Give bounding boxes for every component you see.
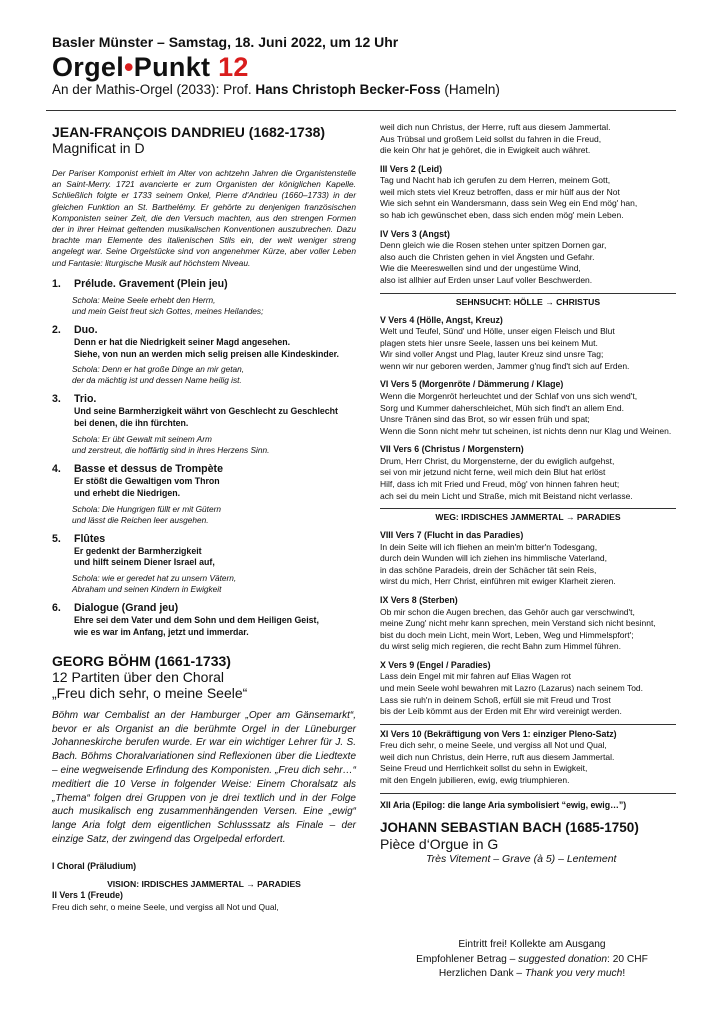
verse-heading: VIII Vers 7 (Flucht in das Paradies) bbox=[380, 530, 524, 541]
footer-line-2b: suggested donation bbox=[518, 953, 608, 965]
boehm-intro: Böhm war Cembalist an der Hamburger „Oper am Gänsemarkt“, bevor er als Organist an die berühmte Orgel in der Lüneburger Johanneskirche berufen wurde. Er war ein wichtiger Lehrer für J. S. Bach. Böhms Choralvariationen sind Reflexionen über die Liedtexte – eine wegweisende Erfindung des Komponisten. „Freu dich sehr…“ meditiert die 10 Verse in folgender Weise: Einem Choralsatz als „Thema“ folgen drei Gruppen von je drei textlich und in der Folge auch musikalisch eng zusammenhängenden Versen. Eine „ewig“ lange Aria folgt dem eigentlichen Schlusssatz als Finale – der einzige Satz, der zwingend das Orgelpedal erfordert. bbox=[52, 709, 356, 845]
verse-line: Seine Freud und Herrlichkeit sollst du sehn in Ewigkeit, bbox=[380, 763, 588, 774]
movement-title bbox=[52, 277, 356, 291]
aria-heading: XII Aria (Epilog: die lange Aria symbolisiert “ewig, ewig…”) bbox=[380, 799, 627, 810]
title-part-b: Punkt bbox=[133, 52, 219, 82]
right-column bbox=[380, 124, 676, 866]
page-header bbox=[52, 34, 692, 98]
verse-heading: V Vers 4 (Hölle, Angst, Kreuz) bbox=[380, 314, 503, 325]
movement-item bbox=[52, 601, 356, 639]
verses-group-a bbox=[380, 164, 676, 287]
schola-line: Schola: wie er geredet hat zu unsern Vätern, bbox=[72, 573, 237, 584]
verse-block bbox=[380, 660, 676, 718]
section-divider bbox=[380, 293, 676, 294]
schola-line: Schola: Meine Seele erhebt den Herrn, bbox=[72, 294, 216, 305]
verse-line: sei von mir jetzund nicht ferne, weil mich dein Blut hat erlöst bbox=[380, 467, 606, 478]
verse-line: Freu dich sehr, o meine Seele, und vergiss all Not und Qual, bbox=[380, 740, 607, 751]
composer-bach: JOHANN SEBASTIAN BACH (1685-1750) bbox=[380, 820, 639, 836]
movement-item bbox=[52, 532, 356, 596]
movement-item bbox=[52, 277, 356, 317]
organist-name: Hans Christoph Becker-Foss bbox=[255, 82, 441, 97]
verse-text bbox=[380, 542, 676, 588]
movement-text-line: und erhebt die Niedrigen. bbox=[74, 487, 181, 498]
work-partiten-line2: „Freu dich sehr, o meine Seele“ bbox=[52, 684, 248, 701]
header-divider bbox=[46, 110, 676, 111]
verse-line: wirst du mich, Herr Christ, einführen mit ewiger Klarheit zieren. bbox=[380, 576, 616, 587]
verse-line: bis der Leib kömmt aus der Erden mit Ehr wird vereinigt werden. bbox=[380, 706, 622, 717]
verse-line: Wir sind voller Angst und Plag, lauter Kreuz sind unsre Tag; bbox=[380, 349, 604, 360]
schola-line: der da mächtig ist und dessen Name heilig ist. bbox=[72, 375, 242, 386]
schola-text bbox=[52, 295, 356, 317]
movement-title bbox=[52, 392, 356, 406]
verse-block bbox=[380, 444, 676, 502]
verse-heading: IX Vers 8 (Sterben) bbox=[380, 595, 458, 606]
verse-text bbox=[380, 456, 676, 502]
verse-line: durch dein Wunden will ich ziehen ins himmlische Vaterland, bbox=[380, 553, 607, 564]
schola-line: Abraham und seinen Kindern in Ewigkeit bbox=[72, 584, 222, 595]
footer-line-2 bbox=[392, 953, 672, 968]
footer-line-3 bbox=[392, 967, 672, 982]
movement-item bbox=[52, 462, 356, 526]
verse-heading: III Vers 2 (Leid) bbox=[380, 163, 443, 174]
verse-text bbox=[380, 175, 676, 221]
movement-text-line: bei denen, die ihn fürchten. bbox=[74, 418, 189, 429]
movement-text bbox=[52, 406, 356, 430]
verse-1-continued bbox=[380, 122, 676, 157]
section-vision-heading: VISION: IRDISCHES JAMMERTAL → PARADIES bbox=[107, 879, 301, 890]
verse-line: also auch die Christen gehen in viel Ängsten und Gefahr. bbox=[380, 251, 595, 262]
verse-line: Lass dein Engel mit mir fahren auf Elias Wagen rot bbox=[380, 671, 572, 682]
verse-line: Sorg und Kummer daherschleichet, Müh sich find't an allem End. bbox=[380, 402, 624, 413]
verse-heading: VII Vers 6 (Christus / Morgenstern) bbox=[380, 444, 524, 455]
verse-line: bist du doch mein Licht, mein Wort, Leben, Weg und Himmelspfort'; bbox=[380, 629, 634, 640]
page-title bbox=[52, 52, 692, 82]
schola-text bbox=[52, 434, 356, 456]
verse-block bbox=[380, 229, 676, 287]
movement-number: 6. bbox=[52, 602, 61, 615]
verse-10 bbox=[380, 729, 676, 787]
verses-group-b bbox=[380, 315, 676, 503]
footer-line-3b: Thank you very much bbox=[524, 968, 623, 980]
section-divider bbox=[380, 508, 676, 509]
boehm-section bbox=[52, 653, 356, 914]
section-divider bbox=[380, 793, 676, 794]
movement-number: 4. bbox=[52, 463, 61, 476]
schola-line: Schola: Die Hungrigen füllt er mit Gütern bbox=[72, 503, 221, 514]
bach-tempi: Très Vitement – Grave (à 5) – Lentement bbox=[426, 853, 617, 866]
movement-text-line: und hilft seinem Diener Israel auf, bbox=[74, 557, 215, 568]
verse-text bbox=[380, 240, 676, 286]
verse-line: In dein Seite will ich fliehen an mein'm bitter'n Todesgang, bbox=[380, 541, 598, 552]
movement-number: 3. bbox=[52, 393, 61, 406]
movement-number: 1. bbox=[52, 277, 61, 290]
movement-name: Dialogue (Grand jeu) bbox=[74, 602, 179, 615]
organist-line bbox=[52, 82, 692, 98]
section-weg-heading: WEG: IRDISCHES JAMMERTAL → PARADIES bbox=[435, 512, 621, 523]
movement-title bbox=[52, 532, 356, 546]
movement-name: Basse et dessus de Trompète bbox=[74, 463, 223, 476]
event-date-line: Basler Münster – Samstag, 18. Juni 2022, um 12 Uhr bbox=[52, 34, 399, 50]
verse-line: Wie sich sehnt ein Wandersmann, dass sein Weg ein End mög' han, bbox=[380, 198, 638, 209]
verse-line: mit den Engeln jubilieren, ewig, ewig triumphieren. bbox=[380, 775, 570, 786]
movement-title bbox=[52, 323, 356, 337]
verse-text bbox=[380, 607, 676, 653]
verse-line: Welt und Teufel, Sünd' und Hölle, unser eigen Fleisch und Blut bbox=[380, 326, 615, 337]
verse-line: so hab ich gewünschet eben, dass sich enden mög' mein Leben. bbox=[380, 210, 624, 221]
verse-line: Wenn die Morgenröt herleuchtet und der Schlaf von uns sich wend't, bbox=[380, 390, 638, 401]
verse-line: also ist allhier auf Erden unser Lauf voller Beschwerden. bbox=[380, 274, 593, 285]
schola-text bbox=[52, 573, 356, 595]
verse-heading: VI Vers 5 (Morgenröte / Dämmerung / Klage) bbox=[380, 379, 564, 390]
section-sehnsucht-heading: SEHNSUCHT: HÖLLE → CHRISTUS bbox=[455, 296, 601, 307]
schola-text bbox=[52, 504, 356, 526]
verse-heading: X Vers 9 (Engel / Paradies) bbox=[380, 659, 491, 670]
movement-text-line: Siehe, von nun an werden mich selig preisen alle Kindeskinder. bbox=[74, 348, 339, 359]
verse-line: meine Zung' nicht mehr kann sprechen, mein Verstand sich nicht besinnt, bbox=[380, 618, 656, 629]
verse-text bbox=[380, 326, 676, 372]
footer-line-2c: : 20 CHF bbox=[607, 953, 648, 965]
verse-line: Lass sie ruh'n in deinem Schoß, erfüll sie mit Freud und Trost bbox=[380, 694, 611, 705]
verse-line: Aus Trübsal und großem Leid sollst du fahren in die Freud, bbox=[380, 133, 602, 144]
dandrieu-intro: Der Pariser Komponist erhielt im Alter von achtzehn Jahren die Organistenstelle an Saint-Merry. 1721 avancierte er zum Organisten der königlichen Kapelle. Schließlich folgte er 1733 seinem Onkel, Pierre d'Andrieu (1660–1733) in der gleichen Funktion an St. Barthelémy. Er gehörte zu denjenigen französischen Komponisten seiner Zeit, die den Versuch machten, aus den strengen Formen der in ihrer Heimat geltenden musikalischen Konventionen auszubrechen. Dazu brachte man Elemente des italienischen Stils ein, der weit weniger streng angelegt war. Seine Orgelstücke sind von angenehmer Kürze, aber voller Leben und Fantasie: liturgische Musik auf höchstem Niveau. bbox=[52, 168, 356, 268]
composer-boehm: GEORG BÖHM (1661-1733) bbox=[52, 652, 231, 669]
footer-line-3a: Herzlichen Dank – bbox=[438, 968, 525, 980]
organist-city: (Hameln) bbox=[440, 82, 500, 97]
movement-text bbox=[52, 476, 356, 500]
verse-line: wenn wir nur geboren werden, Jammer g'nug find't sich auf Erden. bbox=[380, 360, 630, 371]
verse-block bbox=[380, 164, 676, 222]
verse-line: Drum, Herr Christ, du Morgensterne, der du ewiglich aufgehst, bbox=[380, 455, 615, 466]
verse-block bbox=[380, 315, 676, 373]
verse-block bbox=[380, 595, 676, 653]
movement-item bbox=[52, 323, 356, 387]
schola-line: Schola: Denn er hat große Dinge an mir getan, bbox=[72, 364, 245, 375]
work-partiten-line1: 12 Partiten über den Choral bbox=[52, 668, 224, 685]
title-dot: • bbox=[124, 52, 134, 82]
schola-text bbox=[52, 364, 356, 386]
movement-name: Duo. bbox=[74, 323, 98, 336]
movement-list bbox=[52, 277, 356, 639]
verse-line: Hilf, dass ich mit Fried und Freud, mög' von hinnen fahren heut; bbox=[380, 478, 620, 489]
verses-group-c bbox=[380, 530, 676, 718]
verse-line: Ob mir schon die Augen brechen, das Gehör auch gar verschwind't, bbox=[380, 606, 635, 617]
footer-line-3c: ! bbox=[622, 968, 626, 980]
verse-line: weil mich stets viel Kreuz betroffen, dass er mir hülf aus der Not bbox=[380, 186, 620, 197]
verse-line: du wirst selig mich regieren, die recht Bahn zum Himmel führen. bbox=[380, 641, 621, 652]
section-divider bbox=[380, 724, 676, 725]
footer-line-1: Eintritt frei! Kollekte am Ausgang bbox=[458, 939, 606, 950]
verse-text bbox=[380, 391, 676, 437]
verse-line: weil dich nun Christus, dein Herre, ruft aus diesem Jammertal. bbox=[380, 751, 615, 762]
choral-heading: I Choral (Präludium) bbox=[52, 860, 137, 871]
movement-text-line: Und seine Barmherzigkeit währt von Geschlecht zu Geschlecht bbox=[74, 406, 338, 417]
movement-name: Flûtes bbox=[74, 532, 106, 545]
verse-block bbox=[380, 379, 676, 437]
movement-name: Prélude. Gravement (Plein jeu) bbox=[74, 277, 228, 290]
movement-text-line: Ehre sei dem Vater und dem Sohn und dem Heiligen Geist, bbox=[74, 615, 319, 626]
movement-text-line: wie es war im Anfang, jetzt und immerdar. bbox=[74, 627, 249, 637]
verse-line: Unsre Tränen sind das Brot, so wir essen früh und spat; bbox=[380, 414, 590, 425]
movement-number: 2. bbox=[52, 323, 61, 336]
movement-item bbox=[52, 392, 356, 456]
schola-line: und zerstreut, die hoffärtig sind in ihres Herzens Sinn. bbox=[72, 445, 270, 456]
schola-line: und mein Geist freut sich Gottes, meines Heilandes; bbox=[72, 305, 264, 316]
work-piece-dorgue: Pièce d‘Orgue in G bbox=[380, 836, 499, 853]
title-part-a: Orgel bbox=[52, 52, 125, 82]
verse-line: plagen stets hier unsre Seele, lassen uns bei keinem Mut. bbox=[380, 337, 598, 348]
verse-1-heading: II Vers 1 (Freude) bbox=[52, 890, 123, 901]
verse-line: Wie die Meereswellen sind und der ungestüme Wind, bbox=[380, 263, 581, 274]
verse-line: Tag und Nacht hab ich gerufen zu dem Herren, meinem Gott, bbox=[380, 175, 611, 186]
verse-10-heading: XI Vers 10 (Bekräftigung von Vers 1: einziger Pleno-Satz) bbox=[380, 728, 617, 739]
schola-line: und lässt die Reichen leer ausgehen. bbox=[72, 514, 209, 525]
movement-title bbox=[52, 601, 356, 615]
movement-text-line: Denn er hat die Niedrigkeit seiner Magd angesehen. bbox=[74, 336, 291, 347]
verse-line: in das schöne Paradeis, drein der Schächer tät sein Reis, bbox=[380, 564, 597, 575]
footer-line-2a: Empfohlener Betrag – bbox=[416, 953, 519, 965]
movement-number: 5. bbox=[52, 532, 61, 545]
verse-line: die kein Ohr hat je gehöret, die in Ewigkeit auch währet. bbox=[380, 145, 591, 156]
verse-line: und mein Seele wohl bewahren mit Lazro (Lazarus) nach seinem Tod. bbox=[380, 683, 644, 693]
work-magnificat: Magnificat in D bbox=[52, 140, 145, 156]
movement-text-line: Er gedenkt der Barmherzigkeit bbox=[74, 545, 202, 556]
verse-text bbox=[380, 671, 676, 717]
movement-text-line: Er stößt die Gewaltigen vom Thron bbox=[74, 476, 220, 487]
verse-1-line: Freu dich sehr, o meine Seele, und vergiss all Not und Qual, bbox=[52, 901, 279, 912]
title-number: 12 bbox=[218, 52, 249, 82]
verse-10-lines bbox=[380, 740, 676, 786]
left-column bbox=[52, 124, 356, 913]
movement-text bbox=[52, 337, 356, 361]
movement-name: Trio. bbox=[74, 393, 97, 406]
organ-prefix: An der Mathis-Orgel (2033): Prof. bbox=[52, 82, 256, 97]
movement-text bbox=[52, 615, 356, 639]
verse-block bbox=[380, 530, 676, 588]
verse-line: Denn gleich wie die Rosen stehen unter spitzen Dornen gar, bbox=[380, 240, 607, 251]
composer-dandrieu: JEAN-FRANÇOIS DANDRIEU (1682-1738) bbox=[52, 124, 326, 140]
schola-line: Schola: Er übt Gewalt mit seinem Arm bbox=[72, 434, 212, 445]
verse-line: weil dich nun Christus, der Herre, ruft aus diesem Jammertal. bbox=[380, 122, 611, 132]
verse-line: ach sei du mein Licht und Straße, mich mit Beistand nicht verlasse. bbox=[380, 490, 633, 501]
admission-footer bbox=[392, 938, 672, 982]
verse-heading: IV Vers 3 (Angst) bbox=[380, 228, 450, 239]
verse-line: Wenn die Sonn nicht mehr tut scheinen, ist nichts denn nur Klag und Weinen. bbox=[380, 425, 672, 436]
movement-text bbox=[52, 546, 356, 570]
movement-title bbox=[52, 462, 356, 476]
